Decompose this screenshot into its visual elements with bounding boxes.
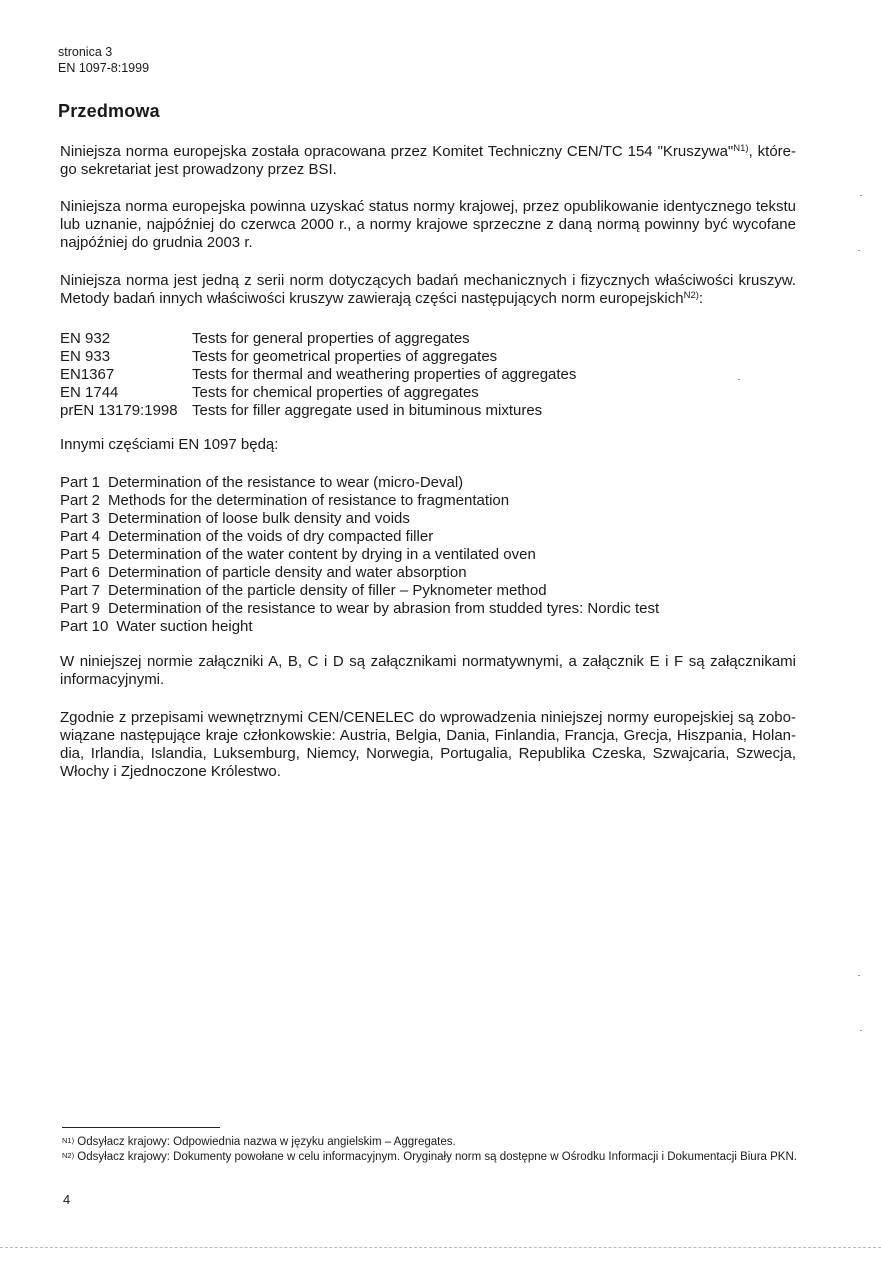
list-item [60, 348, 576, 366]
standard-description: Tests for geometrical properties of aggregates [192, 348, 498, 365]
standard-description: Tests for chemical properties of aggregates [192, 384, 479, 401]
list-item [60, 618, 659, 636]
parts-list [60, 474, 659, 636]
footnotes [62, 1135, 802, 1165]
scan-artifact [860, 195, 862, 196]
part-description: Determination of the water content by drying in a ventilated oven [108, 546, 536, 563]
part-number: Part 5 [60, 546, 101, 563]
standard-code: EN 932 [60, 330, 111, 347]
part-description: Methods for the determination of resistance to fragmentation [108, 492, 510, 509]
header-page-ref: stronica 3 [58, 45, 113, 59]
list-item [60, 510, 659, 528]
footnote-n1 [62, 1135, 802, 1150]
footnote-ref-n2: N2) [683, 290, 699, 301]
parts-intro: Innymi częściami EN 1097 będą: [60, 436, 279, 453]
list-item [60, 528, 659, 546]
standard-code: prEN 13179:1998 [60, 402, 178, 419]
list-item [60, 384, 576, 402]
scan-artifact [858, 250, 860, 251]
standard-code: EN1367 [60, 366, 115, 383]
part-number: Part 1 [60, 474, 101, 491]
footnote-text: Odsyłacz krajowy: Dokumenty powołane w celu informacyjnym. Oryginały norm są dostępne w Ośrodku Informacji i Dokumentacji Biura PKN. [77, 1151, 797, 1163]
list-item [60, 582, 659, 600]
part-number: Part 10 [60, 618, 109, 635]
part-number: Part 3 [60, 510, 101, 527]
list-item [60, 492, 659, 510]
footnote-divider [62, 1127, 220, 1128]
scan-artifact [860, 1030, 862, 1031]
list-item [60, 474, 659, 492]
page-number: 4 [63, 1192, 71, 1207]
list-item [60, 600, 659, 618]
paragraph-series-text: Niniejsza norma jest jedną z serii norm dotyczących badań mechanicznych i fizycznych właściwości kruszyw. Metody badań innych właściwości kruszyw zawierają części następujących norm europejskich [60, 272, 796, 307]
part-description: Determination of particle density and water absorption [108, 564, 467, 581]
part-description: Water suction height [116, 618, 253, 635]
standard-description: Tests for thermal and weathering properties of aggregates [192, 366, 577, 383]
paragraph-committee-tail: , które-go sekretariat jest prowadzony przez BSI. [60, 143, 796, 178]
list-item [60, 564, 659, 582]
paragraph-annexes: W niniejszej normie załączniki A, B, C i D są załącznikami normatywnymi, a załącznik E i F są załącznikami informacyjnymi. [60, 653, 796, 688]
part-description: Determination of the particle density of filler – Pyknometer method [108, 582, 547, 599]
part-description: Determination of loose bulk density and voids [108, 510, 410, 527]
paragraph-national-status: Niniejsza norma europejska powinna uzyskać status normy krajowej, przez opublikowanie identycznego tekstu lub uznanie, najpóźniej do czerwca 2000 r., a normy krajowe sprzeczne z daną normą powinny być wycofane najpóźniej do grudnia 2003 r. [60, 198, 796, 251]
standards-list [60, 330, 576, 420]
scan-artifact [738, 379, 740, 380]
standard-description: Tests for filler aggregate used in bituminous mixtures [192, 402, 543, 419]
part-description: Determination of the resistance to wear (micro-Deval) [108, 474, 464, 491]
paragraph-series-tail: : [698, 290, 704, 307]
part-number: Part 9 [60, 600, 101, 617]
part-number: Part 6 [60, 564, 101, 581]
section-title: Przedmowa [58, 101, 160, 121]
list-item [60, 546, 659, 564]
standard-code: EN 1744 [60, 384, 119, 401]
scan-artifact [858, 975, 860, 976]
footnote-ref-n1: N1) [733, 143, 749, 154]
standard-description: Tests for general properties of aggregates [192, 330, 470, 347]
list-item [60, 330, 576, 348]
paragraph-committee-text: Niniejsza norma europejska została opracowana przez Komitet Techniczny CEN/TC 154 "Kruszywa" [60, 143, 734, 160]
footnote-mark: N2) [62, 1151, 75, 1160]
header-standard-id: EN 1097-8:1999 [58, 61, 150, 75]
scan-edge-line [0, 1247, 881, 1248]
list-item [60, 366, 576, 384]
paragraph-member-countries: Zgodnie z przepisami wewnętrznymi CEN/CENELEC do wprowadzenia niniejszej normy europejskiej są zobo-wiązane następujące kraje członkowskie: Austria, Belgia, Dania, Finlandia, Francja, Grecja, Hiszpania, Holan-dia, Irlandia, Islandia, Luksemburg, Niemcy, Norwegia, Portugalia, Republika Czeska, Szwajcaria, Szwecja, Włochy i Zjednoczone Królestwo. [60, 709, 796, 780]
paragraph-committee [60, 143, 796, 179]
footnote-mark: N1) [62, 1136, 75, 1145]
footnote-text: Odsyłacz krajowy: Odpowiednia nazwa w języku angielskim – Aggregates. [77, 1136, 456, 1148]
part-number: Part 2 [60, 492, 101, 509]
part-number: Part 4 [60, 528, 101, 545]
part-number: Part 7 [60, 582, 101, 599]
footnote-n2 [62, 1150, 802, 1165]
part-description: Determination of the resistance to wear by abrasion from studded tyres: Nordic test [108, 600, 660, 617]
part-description: Determination of the voids of dry compacted filler [108, 528, 434, 545]
page-header [58, 44, 149, 76]
list-item [60, 402, 576, 420]
standard-code: EN 933 [60, 348, 111, 365]
paragraph-series [60, 272, 796, 308]
